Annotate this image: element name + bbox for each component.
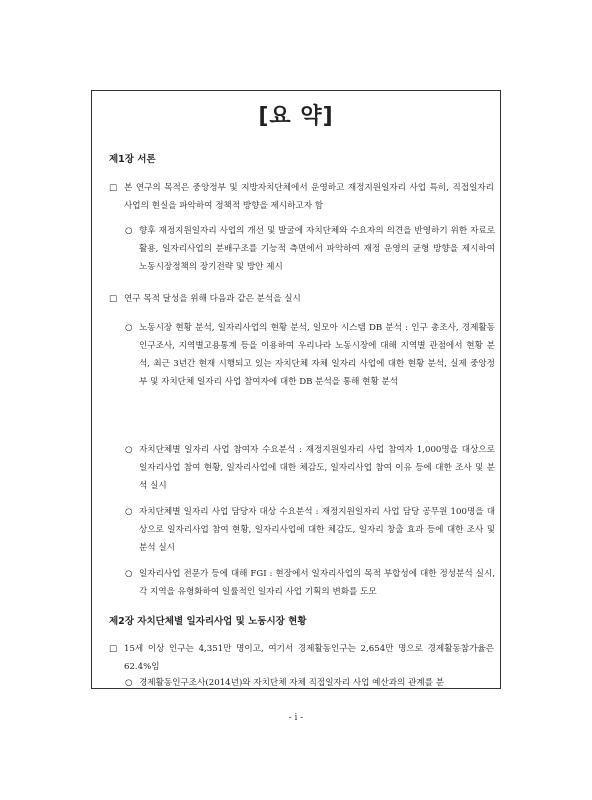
circle-bullet-icon: ○	[125, 323, 133, 333]
chapter1-heading: 제1장 서론	[109, 154, 156, 165]
list-item: ○ 일자리사업 전문가 등에 대해 FGI : 현장에서 일자리사업의 목적 부합성에 대한 정성분석 실시, 각 지역을 유형화하여 일률적인 일자리 사업 기획의 변화를 도모	[125, 565, 495, 601]
list-item: □ 15세 이상 인구는 4,351만 명이고, 여기서 경제활동인구는 2,654만 명으로 경제활동참가율은 62.4%임	[109, 640, 494, 676]
square-bullet-icon: □	[109, 644, 118, 654]
circle-bullet-icon: ○	[125, 678, 133, 688]
list-item: ○ 자치단체별 일자리 사업 참여자 수요분석 : 재정지원일자리 사업 참여자 1,000명을 대상으로 일자리사업 참여 현황, 일자리사업에 대한 체감도, 일자리사업 참여 이유 등에 대한 조사 및 분석 실시	[125, 441, 495, 495]
circle-bullet-icon: ○	[125, 569, 133, 579]
circle-bullet-icon: ○	[125, 507, 133, 517]
circle-bullet-icon: ○	[125, 445, 133, 455]
page-number: - i -	[288, 713, 304, 723]
square-bullet-icon: □	[109, 294, 118, 304]
summary-title: [요 약]	[258, 104, 334, 129]
list-item: □ 본 연구의 목적은 중앙정부 및 지방자치단체에서 운영하고 재정지원일자리 사업 특히, 직접일자리사업의 현실을 파악하여 정책적 방향을 제시하고자 함	[109, 179, 494, 215]
square-bullet-icon: □	[109, 183, 118, 193]
list-item: ○ 자치단체별 일자리 사업 담당자 대상 수요분석 : 재정지원일자리 사업 담당 공무원 100명을 대상으로 일자리사업 참여 현황, 일자리사업에 대한 체감도, 일자리 창출 효과 등에 대한 조사 및 분석 실시	[125, 503, 495, 557]
list-item: ○ 노동시장 현황 분석, 일자리사업의 현황 분석, 일모아 시스템 DB 분석 : 인구 총조사, 경제활동인구조사, 지역별고용통계 등을 이용하여 우리나라 노동시장에 대해 지역별 관점에서 현황 분석, 최근 3년간 현재 시행되고 있는 자치단체 자체 일자리 사업에 대한 현황 분석, 실제 중앙정부 및 자치단체 일자리 사업 참여자에 대한 DB 분석을 통해 현황 분석	[125, 319, 495, 391]
list-item: ○ 향후 재정지원일자리 사업의 개선 및 발굴에 자치단체와 수요자의 의견을 반영하기 위한 자료로 활용, 일자리사업의 분배구조를 기능적 측면에서 파악하여 재정 운영의 균형 방향을 제시하여 노동시장정책의 장기전략 및 방안 제시	[125, 222, 495, 276]
chapter2-heading: 제2장 자치단체별 일자리사업 및 노동시장 현황	[109, 616, 307, 627]
circle-bullet-icon: ○	[125, 226, 133, 236]
list-item: □ 연구 목적 달성을 위해 다음과 같은 분석을 실시	[109, 290, 494, 308]
list-item: ○ 경제활동인구조사(2014년)와 자치단체 자체 직접일자리 사업 예산과의 관계를 분	[125, 674, 495, 689]
summary-box	[91, 90, 501, 689]
